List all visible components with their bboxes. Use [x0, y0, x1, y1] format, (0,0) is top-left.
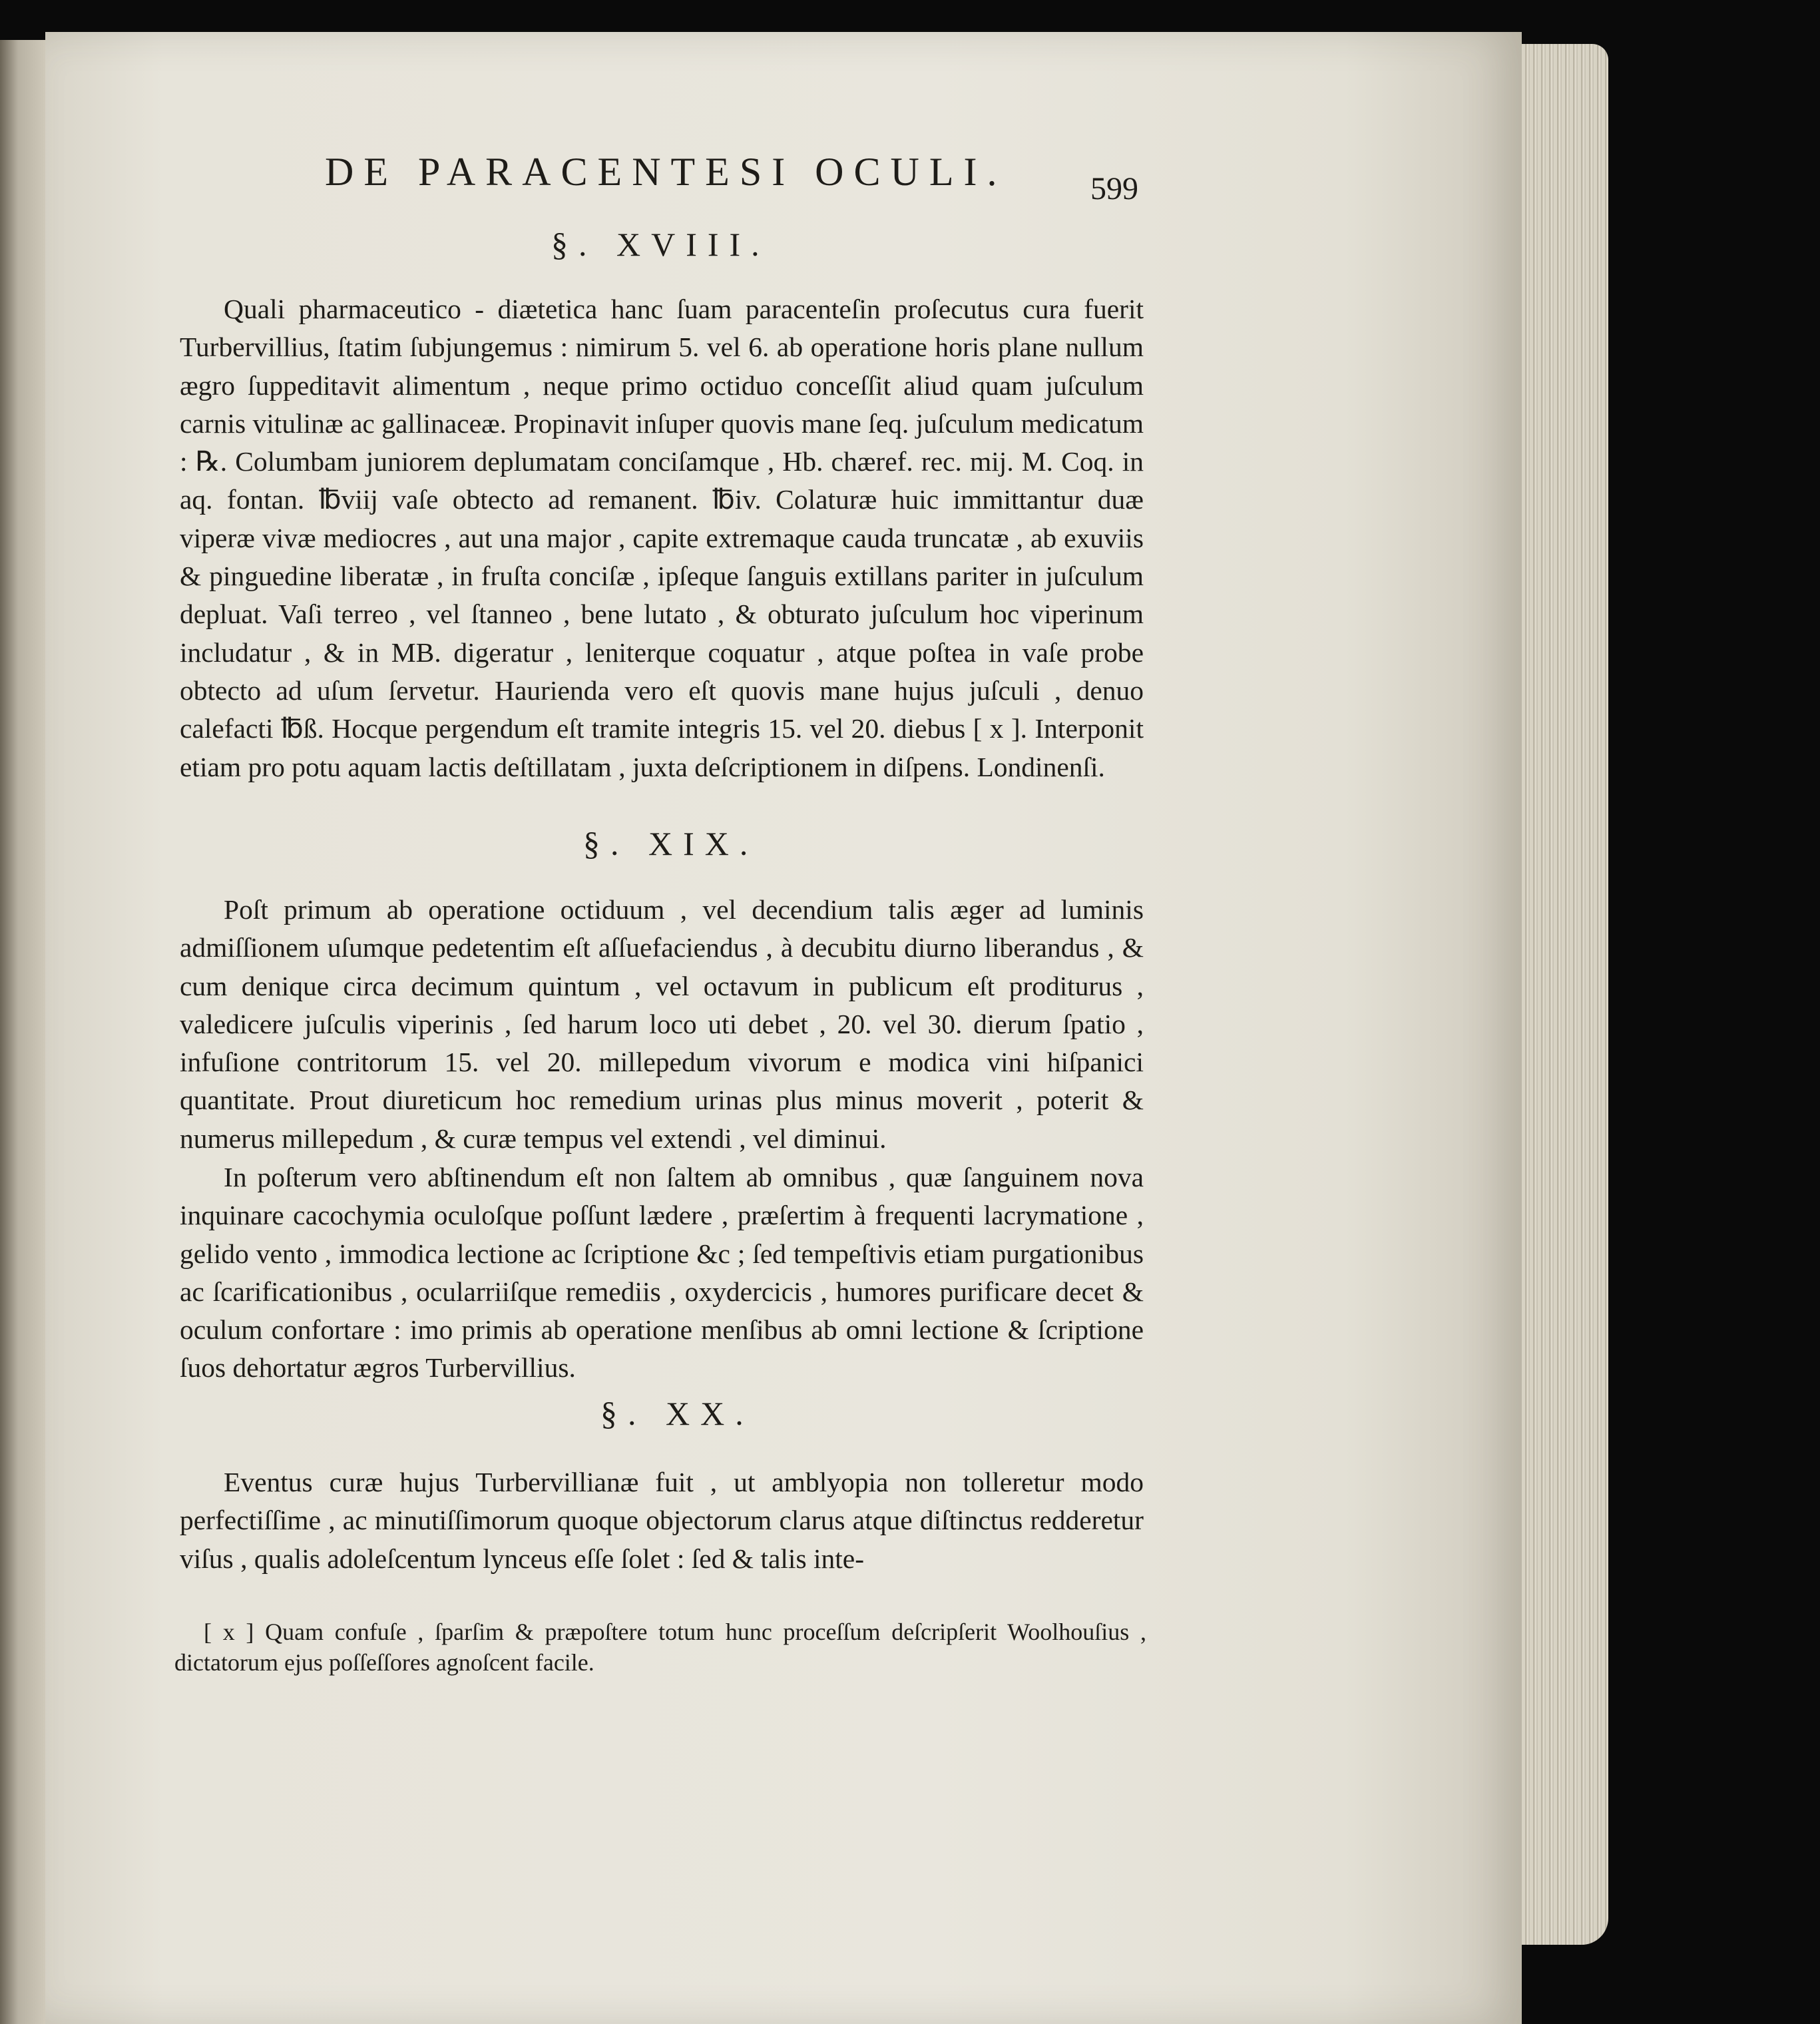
paragraph-xix-1: Poſt primum ab operatione octiduum , vel decendium talis æger ad luminis admiſſionem uſumque pedetentim eſt aſſuefaciendus , à decubitu diurno liberandus , & cum denique circa decimum quintum , vel octavum in publicum eſt proditurus , valedicere juſculis viperinis , ſed harum loco uti debet , 20. vel 30. dierum ſpatio , infuſione contritorum 15. vel 20. millepedum vivorum e modica vini hiſpanici quantitate. Prout diureticum hoc remedium urinas plus minus moverit , poterit & numerus millepedum , & curæ tempus vel extendi , vel diminui. [180, 894, 1144, 1154]
left-page-edge [0, 40, 45, 2024]
running-head: DE PARACENTESI OCULI. [325, 150, 1007, 194]
footnote: [ x ] Quam confuſe , ſparſim & præpoſtere totum hunc proceſſum deſcripſerit Woolhouſius , dictatorum ejus poſſeſſores agnoſcent facile. [174, 1619, 1146, 1676]
page-number: 599 [1090, 171, 1138, 206]
paragraph-xviii: Quali pharmaceutico - diætetica hanc ſuam paracenteſin proſecutus cura fuerit Turbervillius, ſtatim ſubjungemus : nimirum 5. vel 6. ab operatione horis plane nullum ægro ſuppeditavit alimentum , neque primo octiduo conceſſit aliud quam juſculum carnis vitulinæ ac gallinaceæ. Propinavit inſuper quovis mane ſeq. juſculum medicatum : ℞. Columbam juniorem deplumatam conciſamque , Hb. chæref. rec. mij. M. Coq. in aq. fontan. ℔viij vaſe obtecto ad remanent. ℔iv. Colaturæ huic immittantur duæ viperæ vivæ mediocres , aut una major , capite extremaque cauda truncatæ , ab exuviis & pinguedine liberatæ , in fruſta conciſæ , ipſeque ſanguis extillans pariter in juſculum depluat. Vaſi terreo , vel ſtanneo , bene lutato , & obturato juſculum hoc viperinum includatur , & in MB. digeratur , leniterque coquatur , atque poſtea in vaſe probe obtecto ad uſum ſervetur. Haurienda vero eſt quovis mane hujus juſculi , denuo calefacti ℔ß. Hocque pergendum eſt tramite integris 15. vel 20. diebus [ x ]. Interponit etiam pro potu aquam lactis deſtillatam , juxta deſcriptionem in diſpens. Londinenſi. [180, 294, 1144, 782]
paragraph-xx: Eventus curæ hujus Turbervillianæ fuit , ut amblyopia non tolleretur modo perfectiſſime , ac minutiſſimorum quoque objectorum clarus atque diſtinctus redderetur viſus , qualis adoleſcentum lynceus eſſe ſolet : ſed & talis inte- [180, 1467, 1144, 1574]
page-edges-stack [1522, 44, 1608, 1945]
section-heading-xix: §. XIX. [583, 825, 759, 862]
section-heading-xx: §. XX. [600, 1395, 754, 1432]
section-heading-xviii: §. XVIII. [551, 226, 770, 263]
paragraph-xix-2: In poſterum vero abſtinendum eſt non ſaltem ab omnibus , quæ ſanguinem nova inquinare cacochymia oculoſque poſſunt lædere , præſertim à frequenti lacrymatione , gelido vento , immodica lectione ac ſcriptione &c ; ſed tempeſtivis etiam purgationibus ac ſcarificationibus , ocularriiſque remediis , oxydercicis , humores purificare decet & oculum confortare : imo primis ab operatione menſibus ab omni lectione & ſcriptione ſuos dehortatur ægros Turbervillius. [180, 1162, 1144, 1384]
